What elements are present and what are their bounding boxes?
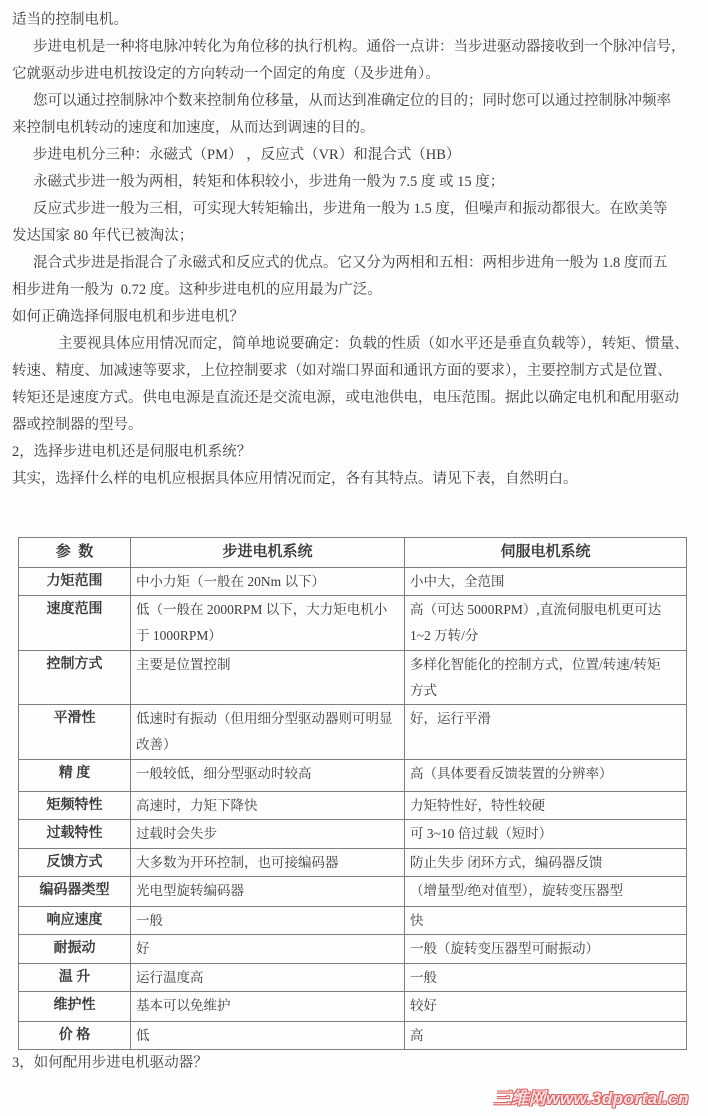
table-row-vibration-resistance	[19, 935, 687, 964]
cell-stepper: 低（一般在 2000RPM 以下，大力矩电机小 于 1000RPM）	[131, 596, 405, 651]
cell-stepper: 一般	[131, 907, 405, 935]
table-row-speed-range	[19, 596, 687, 651]
header-servo-system: 伺服电机系统	[405, 538, 687, 568]
cell-stepper: 过载时会失步	[131, 820, 405, 849]
heading-question-3: 3，如何配用步进电机驱动器？	[12, 1055, 208, 1071]
cell-stepper: 基本可以免维护	[131, 992, 405, 1022]
cell-param: 价 格	[19, 1022, 131, 1050]
paragraph-selection-criteria: 主要视具体应用情况而定，简单地说要确定：负载的性质（如水平还是垂直负载等），转矩、惯量、 转速、精度、加减速等要求，上位控制要求（如对端口界面和通讯方面的要求），主要控制方式是位置、 转矩还是速度方式。供电电源是直流还是交流电源，或电池供电，电压范围。据此以确定电机和配用驱动 器或控制器的型号。	[12, 336, 689, 433]
table-header-row	[19, 538, 687, 568]
cell-param: 速度范围	[19, 596, 131, 651]
paragraph-see-table: 其实，选择什么样的电机应根据具体应用情况而定，各有其特点。请见下表，自然明白。	[12, 471, 578, 487]
cell-param: 温 升	[19, 964, 131, 992]
table-row-response-speed	[19, 907, 687, 935]
cell-param: 过载特性	[19, 820, 131, 849]
paragraph-pulse-control: 您可以通过控制脉冲个数来控制角位移量，从而达到准确定位的目的；同时您可以通过控制脉冲频率 来控制电机转动的速度和加速度，从而达到调速的目的。	[12, 93, 671, 136]
paragraph-three-types: 步进电机分三种：永磁式（PM） ，反应式（VR）和混合式（HB）	[33, 147, 461, 163]
cell-param: 耐振动	[19, 935, 131, 964]
cell-stepper: 低速时有振动（但用细分型驱动器则可明显 改善）	[131, 705, 405, 760]
watermark-3dportal: 三维网www.3dportal.cn	[493, 1089, 689, 1108]
cell-stepper: 中小力矩（一般在 20Nm 以下）	[131, 568, 405, 596]
cell-param: 力矩范围	[19, 568, 131, 596]
table-row-temperature-rise	[19, 964, 687, 992]
cell-servo: 多样化智能化的控制方式，位置/转速/转矩 方式	[405, 651, 687, 705]
cell-stepper: 运行温度高	[131, 964, 405, 992]
cell-servo: 高（具体要看反馈装置的分辨率）	[405, 760, 687, 792]
cell-param: 反馈方式	[19, 849, 131, 877]
cell-servo: 好，运行平滑	[405, 705, 687, 760]
table-row-torque-frequency	[19, 792, 687, 820]
table-row-precision	[19, 760, 687, 792]
cell-servo: 可 3~10 倍过载（短时）	[405, 820, 687, 849]
cell-servo: 一般（旋转变压器型可耐振动）	[405, 935, 687, 964]
cell-stepper: 光电型旋转编码器	[131, 877, 405, 907]
cell-param: 响应速度	[19, 907, 131, 935]
table-row-smoothness	[19, 705, 687, 760]
heading-question-2: 2，选择步进电机还是伺服电机系统？	[12, 444, 252, 460]
table-row-feedback	[19, 849, 687, 877]
cell-servo: 高（可达 5000RPM）,直流伺服电机更可达 1~2 万转/分	[405, 596, 687, 651]
cell-servo: （增量型/绝对值型），旋转变压器型	[405, 877, 687, 907]
table-row-overload	[19, 820, 687, 849]
table-row-control-mode	[19, 651, 687, 705]
paragraph-stepper-intro: 步进电机是一种将电脉冲转化为角位移的执行机构。通俗一点讲：当步进驱动器接收到一个脉冲信号， 它就驱动步进电机按设定的方向转动一个固定的角度（及步进角）。	[12, 39, 686, 82]
cell-stepper: 主要是位置控制	[131, 651, 405, 705]
paragraph-how-to-choose: 如何正确选择伺服电机和步进电机？	[12, 309, 244, 325]
cell-param: 编码器类型	[19, 877, 131, 907]
cell-servo: 防止失步 闭环方式，编码器反馈	[405, 849, 687, 877]
cell-stepper: 低	[131, 1022, 405, 1050]
cell-servo: 小中大，全范围	[405, 568, 687, 596]
table-row-torque-range	[19, 568, 687, 596]
cell-stepper: 大多数为开环控制，也可接编码器	[131, 849, 405, 877]
cell-servo: 较好	[405, 992, 687, 1022]
table-row-encoder-type	[19, 877, 687, 907]
cell-param: 维护性	[19, 992, 131, 1022]
table-row-maintainability	[19, 992, 687, 1022]
header-parameter: 参 数	[19, 538, 131, 568]
paragraph-continuation: 适当的控制电机。	[12, 12, 128, 28]
cell-param: 精 度	[19, 760, 131, 792]
table-row-price	[19, 1022, 687, 1050]
cell-stepper: 一般较低，细分型驱动时较高	[131, 760, 405, 792]
cell-stepper: 好	[131, 935, 405, 964]
cell-stepper: 高速时，力矩下降快	[131, 792, 405, 820]
paragraph-pm-type: 永磁式步进一般为两相，转矩和体积较小，步进角一般为 7.5 度 或 15 度；	[33, 174, 505, 190]
cell-servo: 高	[405, 1022, 687, 1050]
cell-param: 控制方式	[19, 651, 131, 705]
cell-param: 平滑性	[19, 705, 131, 760]
document-body	[12, 7, 702, 1077]
comparison-table	[18, 537, 687, 1050]
cell-param: 矩频特性	[19, 792, 131, 820]
header-stepper-system: 步进电机系统	[131, 538, 405, 568]
cell-servo: 快	[405, 907, 687, 935]
paragraph-hb-type: 混合式步进是指混合了永磁式和反应式的优点。它又分为两相和五相：两相步进角一般为 1.8 度而五 相步进角一般为 0.72 度。这种步进电机的应用最为广泛。	[12, 255, 668, 298]
cell-servo: 一般	[405, 964, 687, 992]
paragraph-vr-type: 反应式步进一般为三相，可实现大转矩输出，步进角一般为 1.5 度，但噪声和振动都很大。在欧美等 发达国家 80 年代已被淘汰；	[12, 201, 668, 244]
cell-servo: 力矩特性好，特性较硬	[405, 792, 687, 820]
